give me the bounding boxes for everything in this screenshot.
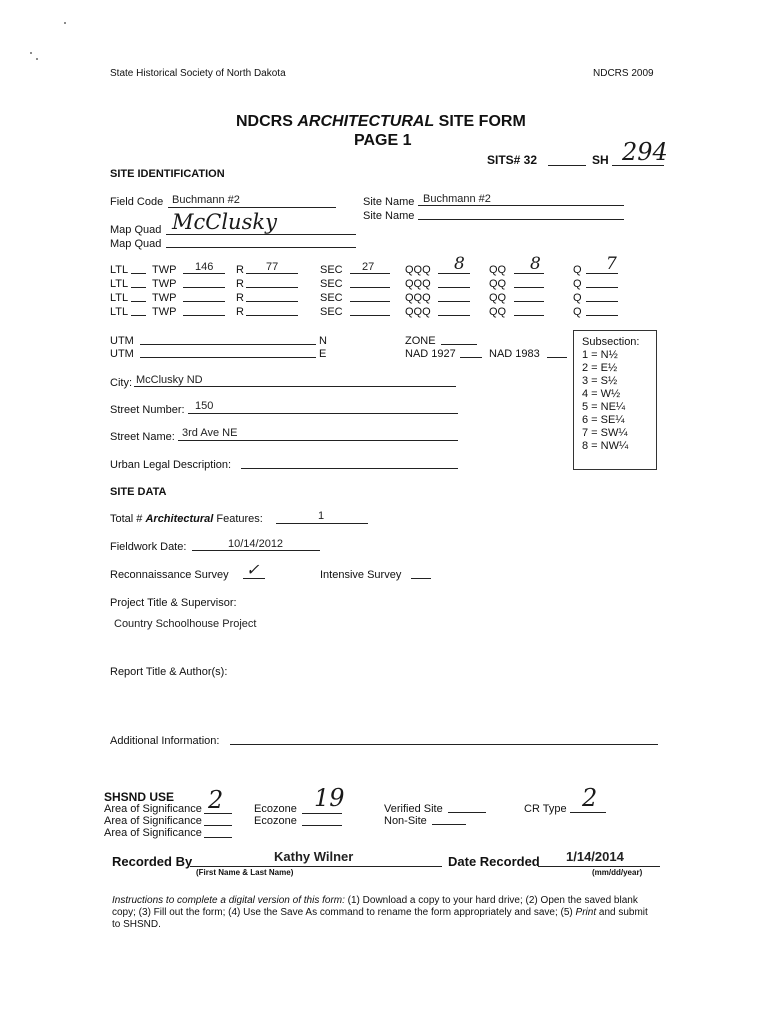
qqq-label: QQQ — [405, 278, 431, 290]
report-title-label: Report Title & Author(s): — [110, 666, 228, 678]
qqq-underline — [438, 301, 470, 302]
area-of-significance-label-1: Area of Significance — [104, 803, 202, 815]
subsection-item: 2 = E½ — [582, 362, 618, 374]
additional-information-label: Additional Information: — [110, 735, 220, 747]
section-heading-site-data: SITE DATA — [110, 486, 167, 498]
q-label: Q — [573, 264, 582, 276]
city-label: City: — [110, 377, 132, 389]
sec-underline — [350, 287, 390, 288]
sec-label: SEC — [320, 306, 343, 318]
scan-speck — [64, 22, 66, 24]
zone-underline — [441, 344, 477, 345]
page-number: PAGE 1 — [354, 132, 412, 149]
map-quad-2-label: Map Quad — [110, 238, 162, 250]
utm-label-2: UTM — [110, 348, 134, 360]
date-recorded-underline — [538, 866, 660, 867]
qq-label: QQ — [489, 306, 507, 318]
date-recorded-caption: (mm/dd/year) — [592, 868, 643, 877]
street-number-value[interactable]: 150 — [195, 400, 214, 412]
subsection-item: 1 = N½ — [582, 349, 618, 361]
q-underline — [586, 301, 618, 302]
subsection-item: 5 = NE¼ — [582, 401, 626, 413]
area-of-significance-underline-1 — [204, 813, 232, 814]
urban-legal-description-underline — [241, 468, 458, 469]
intensive-survey-underline — [411, 578, 431, 579]
fieldwork-date-label: Fieldwork Date: — [110, 541, 187, 553]
area-of-significance-underline-3 — [204, 837, 232, 838]
site-name-label: Site Name — [363, 196, 415, 208]
cr-type-handwritten-value[interactable]: 2 — [582, 784, 598, 812]
ecozone-underline-1 — [302, 813, 342, 814]
ltl-underline — [131, 315, 146, 316]
qqq-label: QQQ — [405, 306, 431, 318]
fieldwork-date-underline — [192, 550, 320, 551]
total-features-underline — [276, 523, 368, 524]
qq-underline — [514, 315, 544, 316]
total-features-label: Total # Architectural Features: — [110, 513, 263, 525]
q-label: Q — [573, 292, 582, 304]
street-name-underline — [178, 440, 458, 441]
qq-label: QQ — [489, 278, 507, 290]
q-underline — [586, 287, 618, 288]
header-form-version: NDCRS 2009 — [593, 68, 654, 79]
sec-label: SEC — [320, 264, 343, 276]
twp-label: TWP — [152, 306, 177, 318]
field-code-underline — [168, 207, 336, 208]
twp-label: TWP — [152, 292, 177, 304]
twp-underline — [183, 315, 225, 316]
qq-underline — [514, 301, 544, 302]
reconnaissance-underline — [243, 578, 265, 579]
map-quad-handwritten-value[interactable]: McClusky — [172, 210, 277, 234]
r-label: R — [236, 278, 244, 290]
section-value[interactable]: 27 — [362, 261, 375, 273]
ltl-underline — [131, 273, 146, 274]
recorded-by-underline — [190, 866, 442, 867]
recorded-by-caption: (First Name & Last Name) — [196, 868, 294, 877]
r-label: R — [236, 264, 244, 276]
r-underline — [246, 287, 298, 288]
qqq-label: QQQ — [405, 292, 431, 304]
cr-type-label: CR Type — [524, 803, 567, 815]
ltl-label: LTL — [110, 264, 129, 276]
sh-label: SH — [592, 153, 609, 167]
ecozone-handwritten-value[interactable]: 19 — [314, 784, 345, 812]
sits-number-label: SITS# 32 — [487, 153, 538, 167]
twp-underline — [183, 301, 225, 302]
r-underline — [246, 315, 298, 316]
date-recorded-label: Date Recorded — [448, 854, 540, 869]
site-name-2-label: Site Name — [363, 210, 415, 222]
subsection-legend-box — [573, 330, 657, 470]
city-underline — [134, 386, 456, 387]
field-code-label: Field Code — [110, 196, 164, 208]
qqq-underline — [438, 287, 470, 288]
q-label: Q — [573, 306, 582, 318]
street-name-value[interactable]: 3rd Ave NE — [182, 427, 238, 439]
area-of-significance-label-3: Area of Significance — [104, 827, 202, 839]
ltl-underline — [131, 287, 146, 288]
r-label: R — [236, 292, 244, 304]
city-value[interactable]: McClusky ND — [136, 374, 203, 386]
qqq-handwritten-value[interactable]: 8 — [454, 254, 465, 274]
r-label: R — [236, 306, 244, 318]
subsection-item: 3 = S½ — [582, 375, 618, 387]
site-name-underline — [418, 205, 624, 206]
sits-underline — [548, 165, 586, 166]
sec-underline — [350, 315, 390, 316]
qq-underline — [514, 287, 544, 288]
recorded-by-label: Recorded By — [112, 854, 193, 869]
intensive-survey-label: Intensive Survey — [320, 569, 402, 581]
sec-underline — [350, 301, 390, 302]
total-features-value[interactable]: 1 — [318, 510, 325, 522]
utm-e-label: E — [319, 348, 327, 360]
map-quad-underline — [166, 234, 356, 235]
urban-legal-description-label: Urban Legal Description: — [110, 459, 232, 471]
r-underline — [246, 273, 298, 274]
twp-label: TWP — [152, 264, 177, 276]
r-underline — [246, 301, 298, 302]
scan-speck — [30, 52, 32, 54]
subsection-item: 4 = W½ — [582, 388, 621, 400]
qq-handwritten-value[interactable]: 8 — [530, 254, 541, 274]
nad-1983-underline — [547, 357, 567, 358]
recorded-by-value[interactable]: Kathy Wilner — [274, 849, 354, 864]
area-of-significance-underline-2 — [204, 825, 232, 826]
q-label: Q — [573, 278, 582, 290]
street-name-label: Street Name: — [110, 431, 175, 443]
sec-underline — [350, 273, 390, 274]
non-site-underline — [432, 824, 466, 825]
map-quad-label: Map Quad — [110, 224, 162, 236]
twp-underline — [183, 273, 225, 274]
area-of-significance-handwritten-value[interactable]: 2 — [208, 786, 224, 814]
additional-information-underline — [230, 744, 658, 745]
q-underline — [586, 315, 618, 316]
subsection-legend-list — [582, 336, 639, 453]
utm-northing-underline — [140, 344, 316, 345]
nad-1983-label: NAD 1983 — [489, 348, 540, 360]
instructions-paragraph: Instructions to complete a digital version of this form: (1) Download a copy to your hard drive; (2) Open the saved blank copy; (3) Fill out the form; (4) Use the Save As command to rename the form appropriately and save; (5) Print and submit to SHSND. — [112, 895, 648, 930]
non-site-label: Non-Site — [384, 815, 427, 827]
area-of-significance-label-2: Area of Significance — [104, 815, 202, 827]
ecozone-underline-2 — [302, 825, 342, 826]
q-handwritten-value[interactable]: 7 — [606, 254, 617, 274]
scan-speck — [36, 58, 38, 60]
ltl-underline — [131, 301, 146, 302]
subsection-title: Subsection: — [582, 336, 640, 348]
utm-label-1: UTM — [110, 335, 134, 347]
section-heading-shsnd-use: SHSND USE — [104, 790, 175, 804]
project-title-label: Project Title & Supervisor: — [110, 597, 237, 609]
nad-1927-underline — [460, 357, 482, 358]
subsection-item: 6 = SE¼ — [582, 414, 625, 426]
project-title-value[interactable]: Country Schoolhouse Project — [114, 618, 257, 630]
utm-n-label: N — [319, 335, 327, 347]
street-number-label: Street Number: — [110, 404, 185, 416]
zone-label: ZONE — [405, 335, 436, 347]
range-value[interactable]: 77 — [266, 261, 279, 273]
sec-label: SEC — [320, 278, 343, 290]
site-name-value[interactable]: Buchmann #2 — [423, 193, 491, 205]
twp-value[interactable]: 146 — [195, 261, 214, 273]
sh-handwritten-number: 294 — [622, 138, 668, 166]
utm-easting-underline — [140, 357, 316, 358]
section-heading-site-identification: SITE IDENTIFICATION — [110, 168, 225, 180]
reconnaissance-checkmark-icon[interactable]: ✓ — [246, 560, 260, 579]
verified-site-underline — [448, 812, 486, 813]
site-name-2-underline — [418, 219, 624, 220]
fieldwork-date-value[interactable]: 10/14/2012 — [228, 538, 284, 550]
ltl-label: LTL — [110, 278, 129, 290]
field-code-value[interactable]: Buchmann #2 — [172, 194, 240, 206]
twp-label: TWP — [152, 278, 177, 290]
verified-site-label: Verified Site — [384, 803, 443, 815]
cr-type-underline — [570, 812, 606, 813]
street-number-underline — [188, 413, 458, 414]
qqq-label: QQQ — [405, 264, 431, 276]
ltl-label: LTL — [110, 292, 129, 304]
qqq-underline — [438, 315, 470, 316]
qq-label: QQ — [489, 292, 507, 304]
map-quad-2-underline — [166, 247, 356, 248]
form-title: NDCRS ARCHITECTURAL SITE FORM — [236, 113, 526, 130]
subsection-item: 8 = NW¼ — [582, 440, 629, 452]
reconnaissance-survey-label: Reconnaissance Survey — [110, 569, 229, 581]
ecozone-label-2: Ecozone — [254, 815, 297, 827]
date-recorded-value[interactable]: 1/14/2014 — [566, 849, 624, 864]
subsection-item: 7 = SW¼ — [582, 427, 628, 439]
sec-label: SEC — [320, 292, 343, 304]
ecozone-label-1: Ecozone — [254, 803, 297, 815]
qq-label: QQ — [489, 264, 507, 276]
nad-1927-label: NAD 1927 — [405, 348, 456, 360]
twp-underline — [183, 287, 225, 288]
header-organization: State Historical Society of North Dakota — [110, 68, 286, 79]
ltl-label: LTL — [110, 306, 129, 318]
